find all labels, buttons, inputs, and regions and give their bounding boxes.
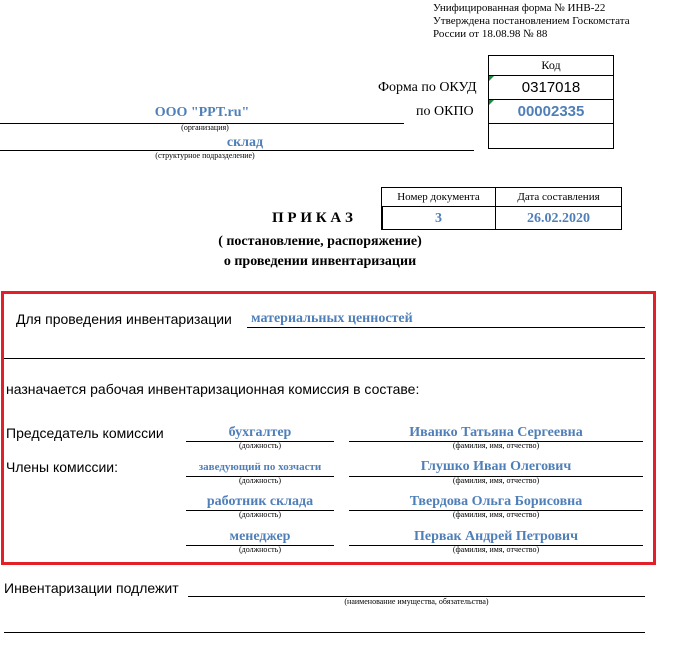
name-3-caption: (фамилия, имя, отчество): [452, 510, 540, 519]
form-header-line3: России от 18.08.98 № 88: [433, 28, 548, 40]
members-label: Члены комиссии:: [6, 459, 119, 475]
name-4-caption: (фамилия, имя, отчество): [452, 545, 540, 554]
document-title: П Р И К А З: [272, 210, 353, 226]
commission-text: назначается рабочая инвентаризационная комиссия в составе:: [6, 381, 420, 397]
doc-date-cell[interactable]: [495, 206, 622, 230]
okpo-cell[interactable]: [488, 99, 614, 124]
name-3[interactable]: Твердова Ольга Борисовна: [409, 494, 583, 509]
name-1-caption: (фамилия, имя, отчество): [452, 441, 540, 450]
okud-cell[interactable]: [488, 75, 614, 100]
organization-caption: (организация): [181, 123, 229, 132]
subject-label: Инвентаризации подлежит: [4, 580, 179, 596]
purpose-underline: [247, 327, 645, 328]
code-header-label: Код: [541, 58, 561, 72]
subject-underline-2: [4, 632, 645, 633]
okpo-value: 00002335: [517, 103, 585, 120]
okpo-cell-marker: [489, 100, 494, 105]
doc-date-header: [495, 187, 622, 207]
doc-number-value: 3: [435, 211, 442, 226]
name-2[interactable]: Глушко Иван Олегович: [420, 459, 572, 474]
purpose-label: Для проведения инвентаризации: [16, 311, 232, 327]
position-2-caption: (должность): [239, 476, 281, 485]
purpose-underline-2: [4, 358, 645, 359]
doc-number-header: [381, 187, 496, 207]
organization-name[interactable]: ООО "PPT.ru": [154, 105, 250, 120]
okud-cell-marker: [489, 76, 494, 81]
position-1-caption: (должность): [239, 441, 281, 450]
form-header-line2: Утверждена постановлением Госкомстата: [433, 15, 630, 27]
position-1[interactable]: бухгалтер: [228, 425, 292, 440]
name-2-caption: (фамилия, имя, отчество): [452, 476, 540, 485]
document-subject: о проведении инвентаризации: [223, 254, 417, 269]
subdivision-name[interactable]: склад: [226, 135, 264, 150]
position-3[interactable]: работник склада: [206, 494, 314, 509]
doc-date-value: 26.02.2020: [527, 211, 590, 226]
doc-number-cell[interactable]: [381, 206, 496, 230]
chair-label: Председатель комиссии: [6, 425, 164, 441]
purpose-value[interactable]: материальных ценностей: [251, 311, 413, 326]
empty-code-cell[interactable]: [488, 123, 614, 149]
okpo-label: по ОКПО: [416, 104, 474, 119]
subject-caption: (наименование имущества, обязательства): [344, 597, 489, 606]
okud-value: 0317018: [521, 79, 581, 96]
doc-table-thick-edge: [381, 206, 385, 230]
code-header-cell: [488, 55, 614, 76]
document-subtitle: ( постановление, распоряжение): [218, 234, 422, 249]
subdivision-caption: (структурное подразделение): [155, 151, 255, 160]
okud-label: Форма по ОКУД: [378, 80, 477, 95]
position-4[interactable]: менеджер: [229, 529, 291, 544]
name-1[interactable]: Иванко Татьяна Сергеевна: [409, 425, 583, 440]
name-4[interactable]: Первак Андрей Петрович: [414, 529, 578, 544]
position-4-caption: (должность): [239, 545, 281, 554]
doc-number-header-label: Номер документа: [397, 191, 480, 203]
position-3-caption: (должность): [239, 510, 281, 519]
form-header-line1: Унифицированная форма № ИНВ-22: [433, 2, 606, 14]
doc-date-header-label: Дата составления: [517, 191, 600, 203]
position-2[interactable]: заведующий по хозчасти: [198, 461, 322, 473]
